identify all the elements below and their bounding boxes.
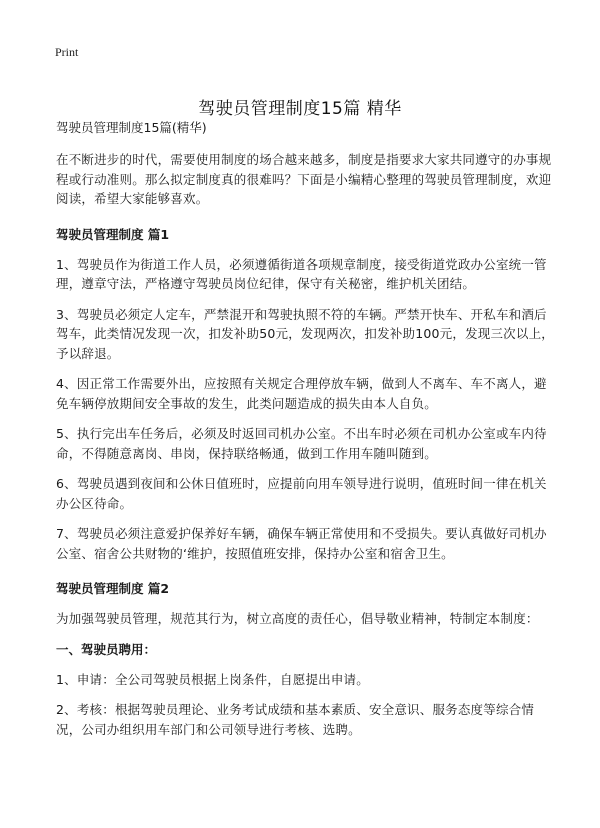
document-body	[56, 118, 556, 750]
section-2-sub-paragraph-1: 1、申请：全公司驾驶员根据上岗条件，自愿提出申请。	[56, 671, 369, 687]
section-1-paragraph-6: 7、驾驶员必须注意爱护保养好车辆，确保车辆正常使用和不受损失。要认真做好司机办公室、宿舍公共财物的‘维护，按照值班安排，保持办公室和宿舍卫生。	[56, 526, 547, 561]
page-title: 驾驶员管理制度15篇 精华	[198, 99, 402, 120]
section-2-sub-paragraph-2: 2、考核：根据驾驶员理论、业务考试成绩和基本素质、安全意识、服务态度等综合情况，公司办组织用车部门和公司领导进行考核、选聘。	[56, 702, 535, 737]
section-heading-2: 驾驶员管理制度 篇2	[56, 581, 170, 596]
section-1-paragraph-5: 6、驾驶员遇到夜间和公休日值班时，应提前向用车领导进行说明，值班时间一律在机关办公区待命。	[56, 476, 547, 511]
section-2-paragraph-1: 为加强驾驶员管理，规范其行为，树立高度的责任心，倡导敬业精神，特制定本制度：	[56, 611, 539, 626]
intro-paragraph: 在不断进步的时代，需要使用制度的场合越来越多，制度是指要求大家共同遵守的办事规程或行动准则。那么拟定制度真的很难吗？下面是小编精心整理的驾驶员管理制度，欢迎阅读，希望大家能够喜欢。	[56, 152, 552, 206]
section-1-paragraph-2: 3、驾驶员必须定人定车，严禁混开和驾驶执照不符的车辆。严禁开快车、开私车和酒后驾车，此类情况发现一次，扣发补助50元，发现两次，扣发补助100元，发现三次以上，予以辞退。	[56, 306, 554, 361]
section-1-paragraph-3: 4、因正常工作需要外出，应按照有关规定合理停放车辆，做到人不离车、车不离人，避免车辆停放期间安全事故的发生，此类问题造成的损失由本人自负。	[56, 376, 547, 411]
document-subtitle: 驾驶员管理制度15篇(精华)	[56, 120, 207, 135]
print-link[interactable]: Print	[55, 45, 79, 59]
section-2-subheading: 一、驾驶员聘用：	[56, 641, 157, 657]
section-1-paragraph-1: 1、驾驶员作为街道工作人员，必须遵循街道各项规章制度，接受街道党政办公室统一管理，遵章守法，严格遵守驾驶员岗位纪律，保守有关秘密，维护机关团结。	[56, 256, 547, 291]
section-heading-1: 驾驶员管理制度 篇1	[56, 226, 170, 242]
section-1-paragraph-4: 5、执行完出车任务后，必须及时返回司机办公室。不出车时必须在司机办公室或车内待命，不得随意离岗、串岗，保持联络畅通，做到工作用车随叫随到。	[56, 426, 547, 461]
